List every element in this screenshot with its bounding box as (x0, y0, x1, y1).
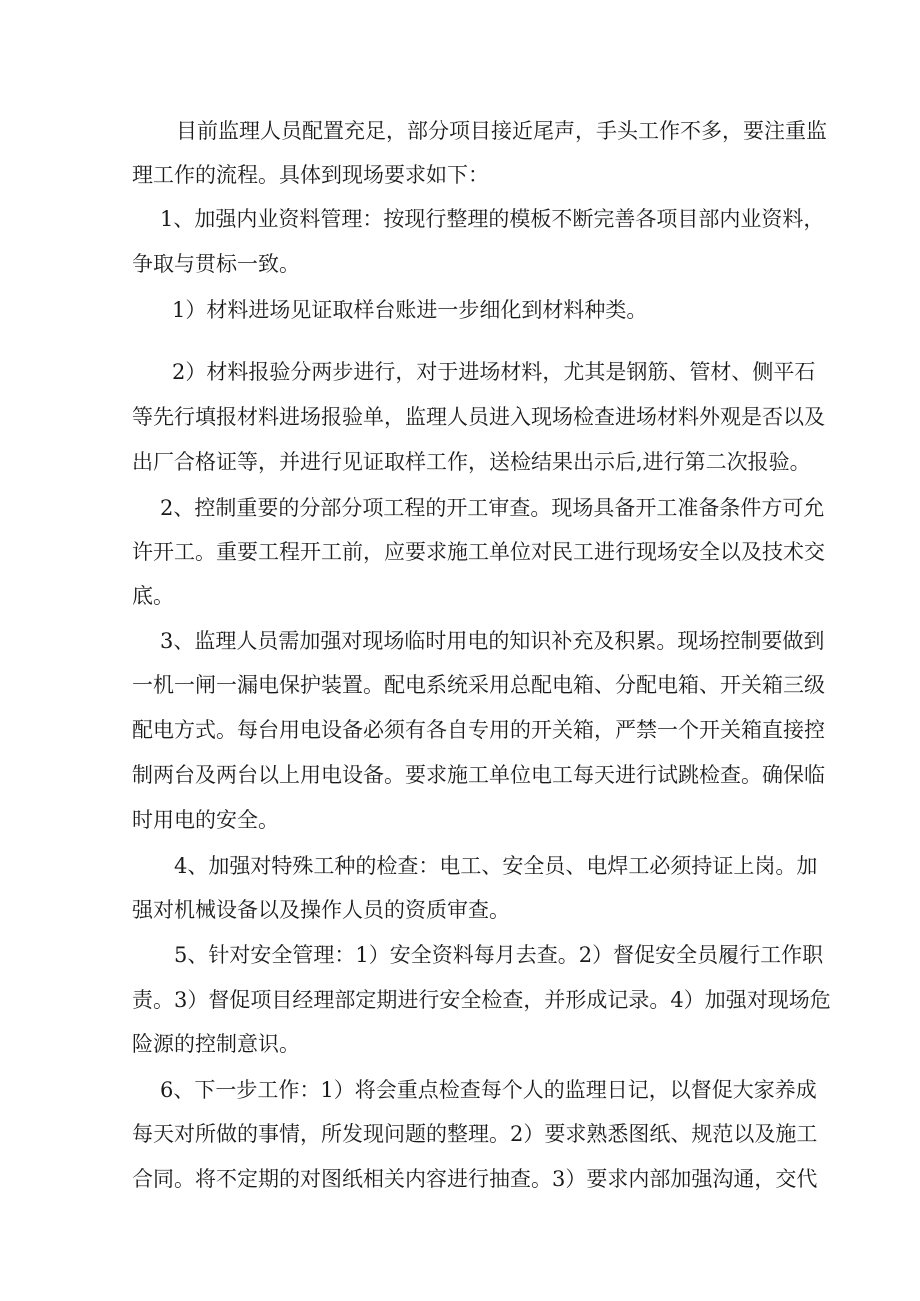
text-line: 6、下一步工作：1）将会重点检查每个人的监理日记，以督促大家养成 (160, 1078, 817, 1102)
text-line: 强对机械设备以及操作人员的资质审查。 (132, 898, 510, 922)
text-line: 2）材料报验分两步进行，对于进场材料，尤其是钢筋、管材、侧平石 (172, 360, 816, 384)
text-line: 一机一闸一漏电保护装置。配电系统采用总配电箱、分配电箱、开关箱三级 (132, 673, 825, 697)
text-line: 许开工。重要工程开工前，应要求施工单位对民工进行现场安全以及技术交 (132, 540, 825, 564)
text-line: 2、控制重要的分部分项工程的开工审查。现场具备开工准备条件方可允 (160, 496, 825, 520)
text-line: 3、监理人员需加强对现场临时用电的知识补充及积累。现场控制要做到 (160, 629, 825, 653)
text-line: 争取与贯标一致。 (132, 252, 300, 276)
text-line: 制两台及两台以上用电设备。要求施工单位电工每天进行试跳检查。确保临 (132, 763, 825, 787)
text-line: 5、针对安全管理：1）安全资料每月去查。2）督促安全员履行工作职 (174, 943, 824, 967)
text-line: 底。 (132, 584, 174, 608)
text-line: 1）材料进场见证取样台账进一步细化到材料种类。 (172, 298, 648, 322)
text-line: 1、加强内业资料管理：按现行整理的模板不断完善各项目部内业资料， (160, 207, 825, 231)
text-line: 每天对所做的事情，所发现问题的整理。2）要求熟悉图纸、规范以及施工 (132, 1122, 818, 1146)
text-line: 目前监理人员配置充足，部分项目接近尾声，手头工作不多，要注重监 (176, 119, 827, 143)
text-line: 责。3）督促项目经理部定期进行安全检查，并形成记录。4）加强对现场危 (132, 988, 831, 1012)
text-line: 理工作的流程。具体到现场要求如下： (132, 163, 489, 187)
text-line: 险源的控制意识。 (132, 1032, 300, 1056)
text-line: 等先行填报材料进场报验单，监理人员进入现场检查进场材料外观是否以及 (132, 405, 825, 429)
text-line: 合同。将不定期的对图纸相关内容进行抽查。3）要求内部加强沟通，交代 (132, 1167, 818, 1191)
text-line: 时用电的安全。 (132, 808, 279, 832)
text-line: 配电方式。每台用电设备必须有各自专用的开关箱，严禁一个开关箱直接控 (132, 718, 825, 742)
text-line: 出厂合格证等，并进行见证取样工作，送检结果出示后,进行第二次报验。 (132, 450, 811, 474)
text-line: 4、加强对特殊工种的检查：电工、安全员、电焊工必须持证上岗。加 (174, 854, 818, 878)
